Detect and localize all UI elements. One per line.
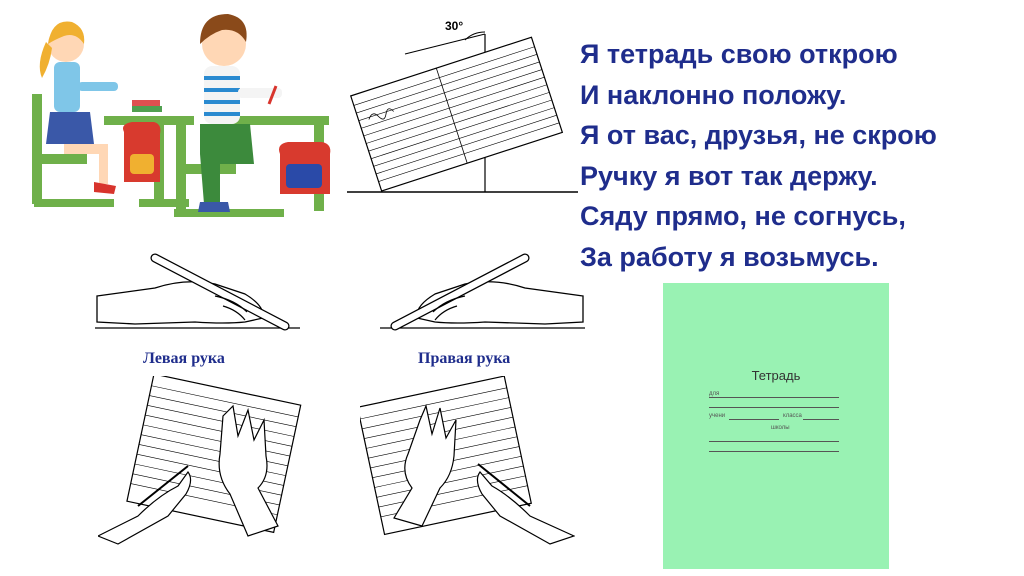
notebook-angle-diagram: [345, 14, 580, 204]
notebook-line: [709, 441, 839, 442]
poem-line-4: Ручку я вот так держу.: [580, 160, 878, 191]
poem-line-1: Я тетрадь свою открою: [580, 39, 898, 69]
notebook-cover: [663, 283, 889, 569]
notebook-line: [729, 419, 779, 420]
girl-figure: [32, 21, 194, 207]
notebook-line: [803, 419, 839, 420]
poem-line-6: За работу я возьмусь.: [580, 241, 879, 272]
notebook-school-label: школы: [771, 425, 790, 431]
notebook-for-label: для: [709, 391, 720, 397]
notebook-class-label: класса: [783, 413, 802, 419]
boy-figure: [174, 14, 330, 217]
poem-line-3: Я от вас, друзья, не скрою: [580, 120, 937, 150]
right-hand-pen-illustration: [375, 248, 585, 338]
notebook-line: [709, 451, 839, 452]
notebook-line: [709, 397, 839, 398]
notebook-line: [709, 407, 839, 408]
angle-label: 30°: [445, 19, 464, 33]
right-hand-label: Правая рука: [418, 350, 511, 367]
left-hand-label: Левая рука: [143, 350, 225, 367]
right-hand-writing-illustration: [360, 376, 575, 546]
children-at-desks-illustration: [24, 4, 334, 219]
poem-line-2: И наклонно положу.: [580, 79, 847, 110]
notebook-title: Тетрадь: [751, 368, 801, 383]
left-hand-writing-illustration: [98, 376, 308, 546]
notebook-student-label: учени: [709, 413, 726, 419]
left-hand-pen-illustration: [95, 248, 305, 338]
poem: [580, 34, 1010, 277]
poem-line-5: Сяду прямо, не согнусь,: [580, 201, 906, 231]
